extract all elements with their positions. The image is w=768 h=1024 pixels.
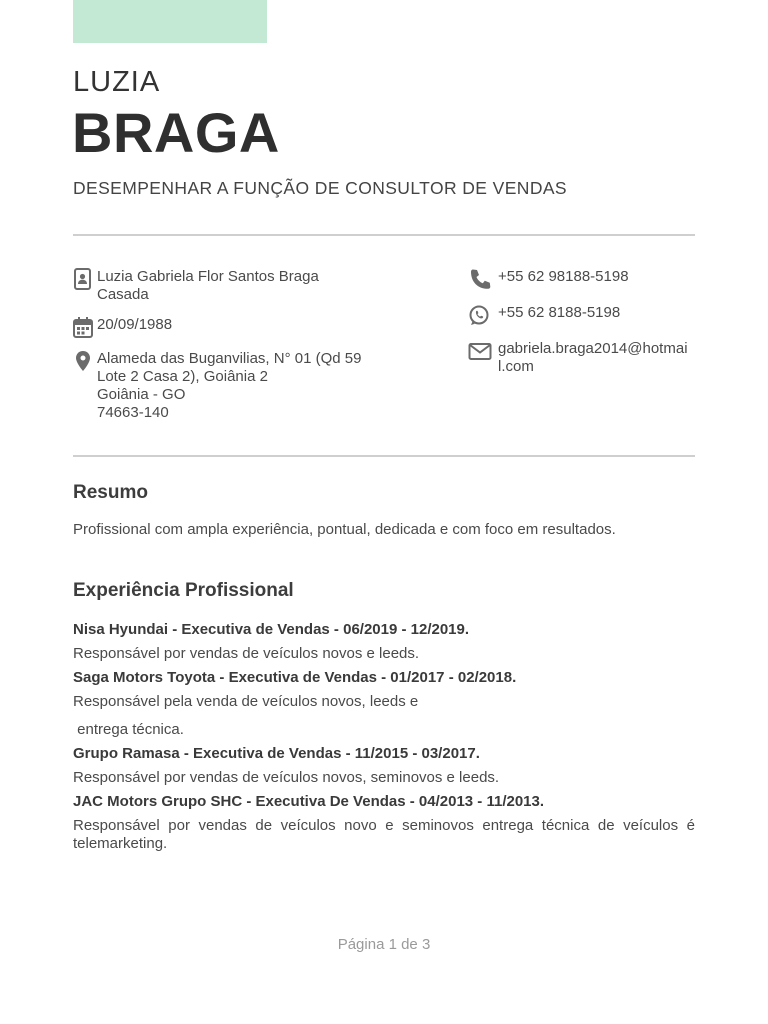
divider-bottom — [73, 455, 695, 457]
phone-icon — [468, 268, 493, 290]
header-accent-bar — [73, 0, 267, 43]
phone-number: +55 62 98188-5198 — [498, 268, 629, 285]
address-line-4: 74663-140 — [97, 404, 169, 421]
summary-title: Resumo — [73, 482, 148, 503]
whatsapp-number: +55 62 8188-5198 — [498, 304, 621, 321]
last-name: BRAGA — [72, 101, 280, 164]
calendar-icon — [73, 316, 93, 338]
email-address[interactable]: gabriela.braga2014@hotmail.com — [498, 340, 688, 375]
experience-heading: JAC Motors Grupo SHC - Executiva De Vendas - 04/2013 - 11/2013. — [73, 793, 545, 810]
experience-item — [73, 669, 695, 739]
experience-description: Responsável por vendas de veículos novo e seminovos entrega técnica de veículos é telemarketing. — [73, 817, 695, 852]
full-name: Luzia Gabriela Flor Santos Braga — [97, 268, 319, 285]
experience-item — [73, 793, 695, 853]
experience-description: Responsável por vendas de veículos novos e leeds. — [73, 645, 420, 662]
contact-address-row — [73, 350, 433, 422]
first-name: LUZIA — [73, 66, 161, 98]
objective: DESEMPENHAR A FUNÇÃO DE CONSULTOR DE VENDAS — [73, 178, 568, 198]
experience-heading: Saga Motors Toyota - Executiva de Vendas - 01/2017 - 02/2018. — [73, 669, 517, 686]
contact-name-row — [73, 268, 433, 304]
contact-phone-row — [468, 268, 698, 290]
address-line-1: Alameda das Buganvilias, N° 01 (Qd 59 — [97, 350, 362, 367]
experience-heading: Nisa Hyundai - Executiva de Vendas - 06/2019 - 12/2019. — [73, 621, 470, 638]
id-card-icon — [73, 268, 93, 290]
experience-description-continued: entrega técnica. — [73, 721, 184, 738]
birth-date: 20/09/1988 — [97, 316, 173, 333]
contact-whatsapp-row — [468, 304, 698, 326]
experience-item — [73, 621, 695, 663]
experience-description: Responsável pela venda de veículos novos, leeds e — [73, 693, 419, 710]
address-line-3: Goiânia - GO — [97, 386, 186, 403]
experience-item — [73, 745, 695, 787]
email-icon — [468, 340, 493, 362]
whatsapp-icon — [468, 304, 493, 326]
contact-email-row — [468, 340, 698, 376]
contact-left-column — [73, 268, 433, 434]
page-number: Página 1 de 3 — [337, 936, 431, 953]
experience-title: Experiência Profissional — [73, 580, 294, 601]
location-pin-icon — [73, 350, 93, 372]
experience-heading: Grupo Ramasa - Executiva de Vendas - 11/2015 - 03/2017. — [73, 745, 480, 762]
contact-right-column — [468, 268, 698, 390]
contact-birth-row — [73, 316, 433, 338]
address-line-2: Lote 2 Casa 2), Goiânia 2 — [97, 368, 268, 385]
marital-status: Casada — [97, 286, 149, 303]
summary-text: Profissional com ampla experiência, pontual, dedicada e com foco em resultados. — [73, 521, 616, 538]
divider-top — [73, 234, 695, 236]
experience-description: Responsável por vendas de veículos novos, seminovos e leeds. — [73, 769, 500, 786]
